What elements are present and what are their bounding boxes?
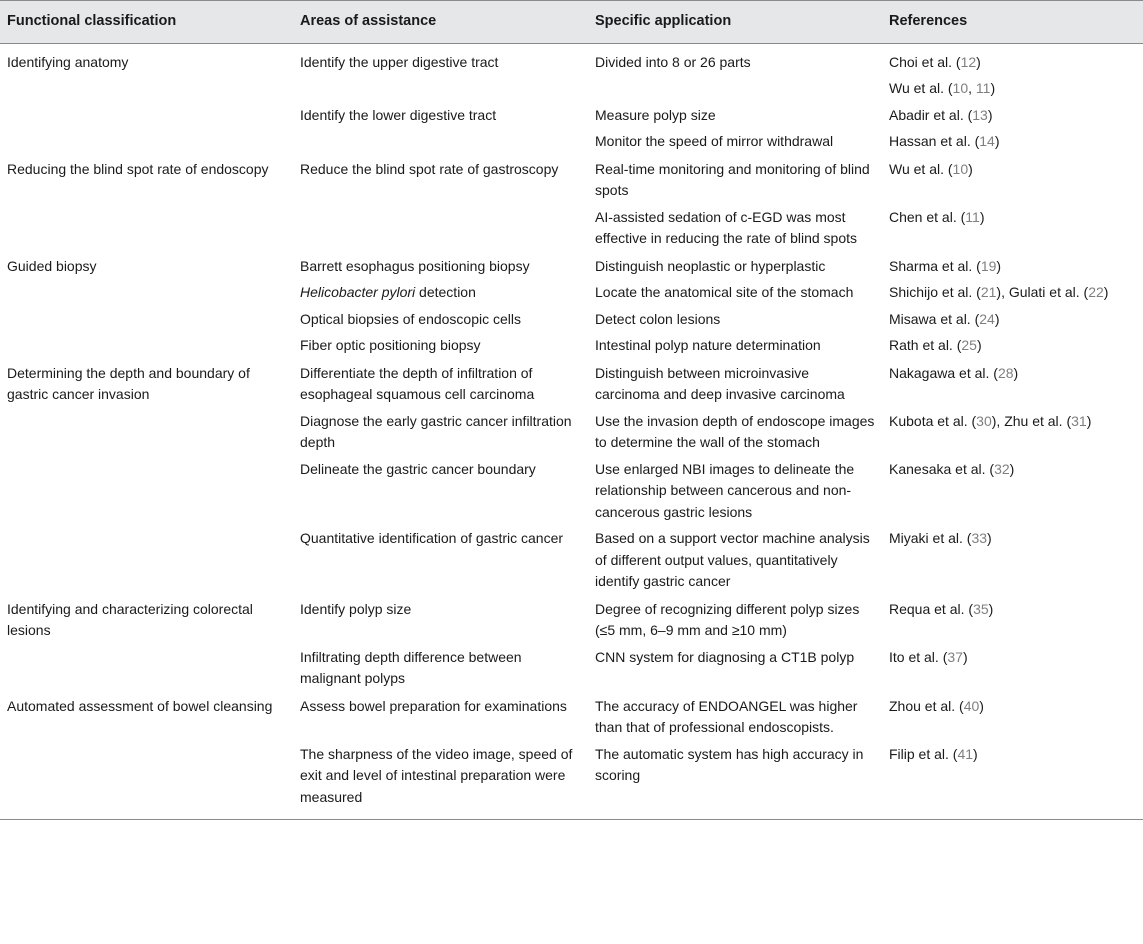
cell-area-of-assistance: Reduce the blind spot rate of gastroscopy (300, 160, 559, 177)
cell-specific-application: The automatic system has high accuracy in scoring (589, 741, 883, 820)
reference-text: ) (968, 160, 973, 177)
cell-specific-application: Intestinal polyp nature determination (595, 337, 821, 353)
table-row (0, 306, 1143, 333)
cell-functional-classification (0, 332, 294, 359)
reference-text: Misawa et al. ( (889, 310, 980, 327)
cell-specific-application: Detect colon lesions (595, 310, 721, 327)
cell-reference (883, 332, 1143, 359)
reference-text: ) (1086, 412, 1092, 429)
cell-reference (883, 75, 1143, 102)
citation-number-link[interactable]: 24 (979, 310, 995, 327)
reference-text: ) (987, 106, 993, 123)
cell-functional-classification (0, 306, 294, 333)
cell-area-of-assistance: Barrett esophagus positioning biopsy (300, 257, 530, 274)
header-references: References (883, 1, 1143, 44)
cell-area-of-assistance: Assess bowel preparation for examinations (300, 697, 567, 714)
reference-text: Shichijo et al. ( (889, 284, 981, 300)
reference-text: ) (990, 80, 996, 96)
cell-reference (883, 741, 1143, 820)
citation-number-link[interactable]: 12 (960, 53, 977, 70)
reference-text: ) (979, 208, 985, 225)
cell-reference (883, 525, 1143, 595)
reference-text: ) (1009, 460, 1015, 477)
cell-functional-classification (0, 408, 294, 456)
reference-text: Hassan et al. ( (889, 133, 980, 149)
table-row (0, 279, 1143, 306)
cell-functional-classification (0, 644, 294, 692)
citation-number-link[interactable]: 21 (980, 284, 997, 300)
cell-functional-classification (0, 204, 294, 252)
reference-text: ) (1103, 284, 1109, 300)
cell-specific-application: AI-assisted sedation of c-EGD was most effective in reducing the rate of blind spots (595, 208, 858, 246)
cell-functional-classification (0, 741, 294, 820)
citation-number-link[interactable]: 28 (997, 364, 1014, 381)
cell-reference (883, 692, 1143, 741)
reference-text: ), Gulati et al. ( (996, 284, 1089, 300)
table-row (0, 525, 1143, 595)
reference-text: Abadir et al. ( (889, 106, 973, 123)
reference-text: ) (988, 600, 994, 617)
cell-reference (883, 408, 1143, 456)
cell-reference (883, 595, 1143, 644)
cell-functional-classification: Automated assessment of bowel cleansing (7, 697, 273, 714)
cell-area-of-assistance: Fiber optic positioning biopsy (300, 337, 481, 353)
area-text: detection (415, 284, 476, 300)
cell-area-of-assistance: Identify the lower digestive tract (300, 106, 497, 123)
reference-text: Miyaki et al. ( (889, 530, 972, 546)
cell-reference (883, 128, 1143, 155)
cell-specific-application: Measure polyp size (595, 106, 716, 123)
cell-functional-classification: Guided biopsy (7, 257, 97, 274)
table-row (0, 332, 1143, 359)
reference-text: ) (996, 257, 1002, 274)
cell-specific-application: Monitor the speed of mirror withdrawal (595, 133, 834, 149)
cell-reference (883, 456, 1143, 526)
cell-specific-application: The accuracy of ENDOANGEL was higher than that of professional endoscopists. (595, 697, 858, 735)
cell-specific-application: Locate the anatomical site of the stomach (595, 284, 854, 300)
reference-text: ) (973, 745, 978, 762)
reference-text: Wu et al. ( (889, 160, 953, 177)
citation-number-link[interactable]: 11 (965, 208, 980, 225)
cell-functional-classification: Identifying anatomy (7, 53, 129, 70)
table-row (0, 359, 1143, 408)
table-row (0, 204, 1143, 252)
table-row (0, 741, 1143, 820)
reference-text: ), Zhu et al. ( (991, 412, 1072, 429)
citation-number-link[interactable]: 10 (952, 160, 969, 177)
reference-text: ) (994, 133, 1000, 149)
cell-specific-application: Distinguish between microinvasive carcinoma and deep invasive carcinoma (595, 364, 845, 402)
cell-specific-application: Distinguish neoplastic or hyperplastic (595, 257, 826, 274)
citation-number-link[interactable]: 30 (976, 412, 992, 429)
table-row (0, 43, 1143, 75)
cell-reference (883, 155, 1143, 204)
reference-text: Filip et al. ( (889, 745, 958, 762)
cell-area-of-assistance: Quantitative identification of gastric cancer (300, 530, 564, 546)
reference-text: Wu et al. ( (889, 80, 953, 96)
citation-number-link[interactable]: 31 (1071, 412, 1087, 429)
table-header (0, 1, 1143, 44)
cell-area-of-assistance: Infiltrating depth difference between malignant polyps (300, 648, 522, 686)
table-row (0, 595, 1143, 644)
cell-area-of-assistance: Identify the upper digestive tract (300, 53, 499, 70)
header-areas-of-assistance: Areas of assistance (294, 1, 589, 44)
cell-reference (883, 252, 1143, 280)
reference-text: ) (987, 530, 992, 546)
cell-area-of-assistance: Diagnose the early gastric cancer infiltration depth (300, 412, 572, 450)
table-row (0, 408, 1143, 456)
citation-number-link[interactable]: 32 (994, 460, 1010, 477)
reference-text: Zhou et al. ( (889, 697, 964, 714)
reference-text: Nakagawa et al. ( (889, 364, 998, 381)
cell-functional-classification (0, 102, 294, 129)
cell-specific-application: Based on a support vector machine analysis of different output values, quantitatively identify gastric cancer (595, 530, 870, 589)
citation-number-link[interactable]: 35 (973, 600, 989, 617)
cell-specific-application: Degree of recognizing different polyp sizes (≤5 mm, 6–9 mm and ≥10 mm) (595, 600, 860, 638)
citation-number-link[interactable]: 33 (971, 530, 988, 546)
reference-text: ) (976, 337, 982, 353)
table-row (0, 102, 1143, 129)
table-row (0, 75, 1143, 102)
reference-text: ) (979, 697, 984, 714)
cell-specific-application: Use the invasion depth of endoscope images to determine the wall of the stomach (595, 412, 875, 450)
cell-functional-classification: Identifying and characterizing colorectal lesions (7, 600, 253, 638)
reference-text: , (968, 80, 976, 96)
reference-text: Ito et al. ( (889, 648, 948, 665)
citation-number-link[interactable]: 14 (979, 133, 995, 149)
cell-reference (883, 43, 1143, 75)
cell-functional-classification (0, 75, 294, 102)
cell-area-of-assistance (294, 279, 589, 306)
reference-text: ) (994, 310, 1000, 327)
table-row (0, 456, 1143, 526)
header-specific-application: Specific application (589, 1, 883, 44)
cell-specific-application (589, 75, 883, 102)
citation-number-link[interactable]: 22 (1088, 284, 1104, 300)
cell-area-of-assistance: The sharpness of the video image, speed of exit and level of intestinal preparation were measured (294, 741, 589, 820)
table-row (0, 692, 1143, 741)
cell-area-of-assistance (294, 128, 589, 155)
reference-text: Requa et al. ( (889, 600, 974, 617)
reference-text: Sharma et al. ( (889, 257, 981, 274)
header-functional-classification: Functional classification (0, 1, 294, 44)
cell-area-of-assistance: Delineate the gastric cancer boundary (300, 460, 536, 477)
table-row (0, 252, 1143, 280)
cell-functional-classification: Determining the depth and boundary of gastric cancer invasion (7, 364, 250, 402)
cell-area-of-assistance: Differentiate the depth of infiltration of esophageal squamous cell carcinoma (300, 364, 535, 402)
table-row (0, 128, 1143, 155)
cell-functional-classification (0, 279, 294, 306)
area-italic-text: Helicobacter pylori (300, 284, 416, 300)
citation-number-link[interactable]: 19 (980, 257, 997, 274)
citation-number-link[interactable]: 40 (963, 697, 980, 714)
reference-text: Kanesaka et al. ( (889, 460, 995, 477)
cell-area-of-assistance: Identify polyp size (300, 600, 412, 617)
citation-number-link[interactable]: 37 (947, 648, 963, 665)
cell-functional-classification: Reducing the blind spot rate of endoscopy (7, 160, 269, 177)
citation-number-link[interactable]: 13 (972, 106, 988, 123)
table-body (0, 43, 1143, 820)
reference-text: ) (1013, 364, 1019, 381)
reference-text: Rath et al. ( (889, 337, 962, 353)
reference-text: ) (962, 648, 968, 665)
cell-functional-classification (0, 525, 294, 595)
cell-specific-application: Real-time monitoring and monitoring of blind spots (595, 160, 870, 198)
cell-reference (883, 306, 1143, 333)
cell-reference (883, 359, 1143, 408)
cell-specific-application: Use enlarged NBI images to delineate the relationship between cancerous and non-cancerous gastric lesions (595, 460, 855, 520)
cell-area-of-assistance (294, 75, 589, 102)
table-row (0, 155, 1143, 204)
cell-area-of-assistance: Optical biopsies of endoscopic cells (300, 310, 522, 327)
reference-text: ) (976, 53, 981, 70)
reference-text: Chen et al. ( (889, 208, 966, 225)
cell-reference (883, 279, 1143, 306)
cell-reference (883, 204, 1143, 252)
cell-reference (883, 102, 1143, 129)
cell-specific-application: CNN system for diagnosing a CT1B polyp (595, 648, 855, 665)
cell-reference (883, 644, 1143, 692)
reference-text: Choi et al. ( (889, 53, 961, 70)
header-row (0, 1, 1143, 44)
citation-number-link[interactable]: 10 (952, 80, 969, 96)
cell-specific-application: Divided into 8 or 26 parts (595, 53, 751, 70)
reference-text: Kubota et al. ( (889, 412, 977, 429)
cell-functional-classification (0, 456, 294, 526)
cell-functional-classification (0, 128, 294, 155)
table-row (0, 644, 1143, 692)
citation-number-link[interactable]: 11 (975, 80, 991, 96)
cell-area-of-assistance (294, 204, 589, 252)
citation-number-link[interactable]: 25 (961, 337, 977, 353)
citation-number-link[interactable]: 41 (957, 745, 974, 762)
